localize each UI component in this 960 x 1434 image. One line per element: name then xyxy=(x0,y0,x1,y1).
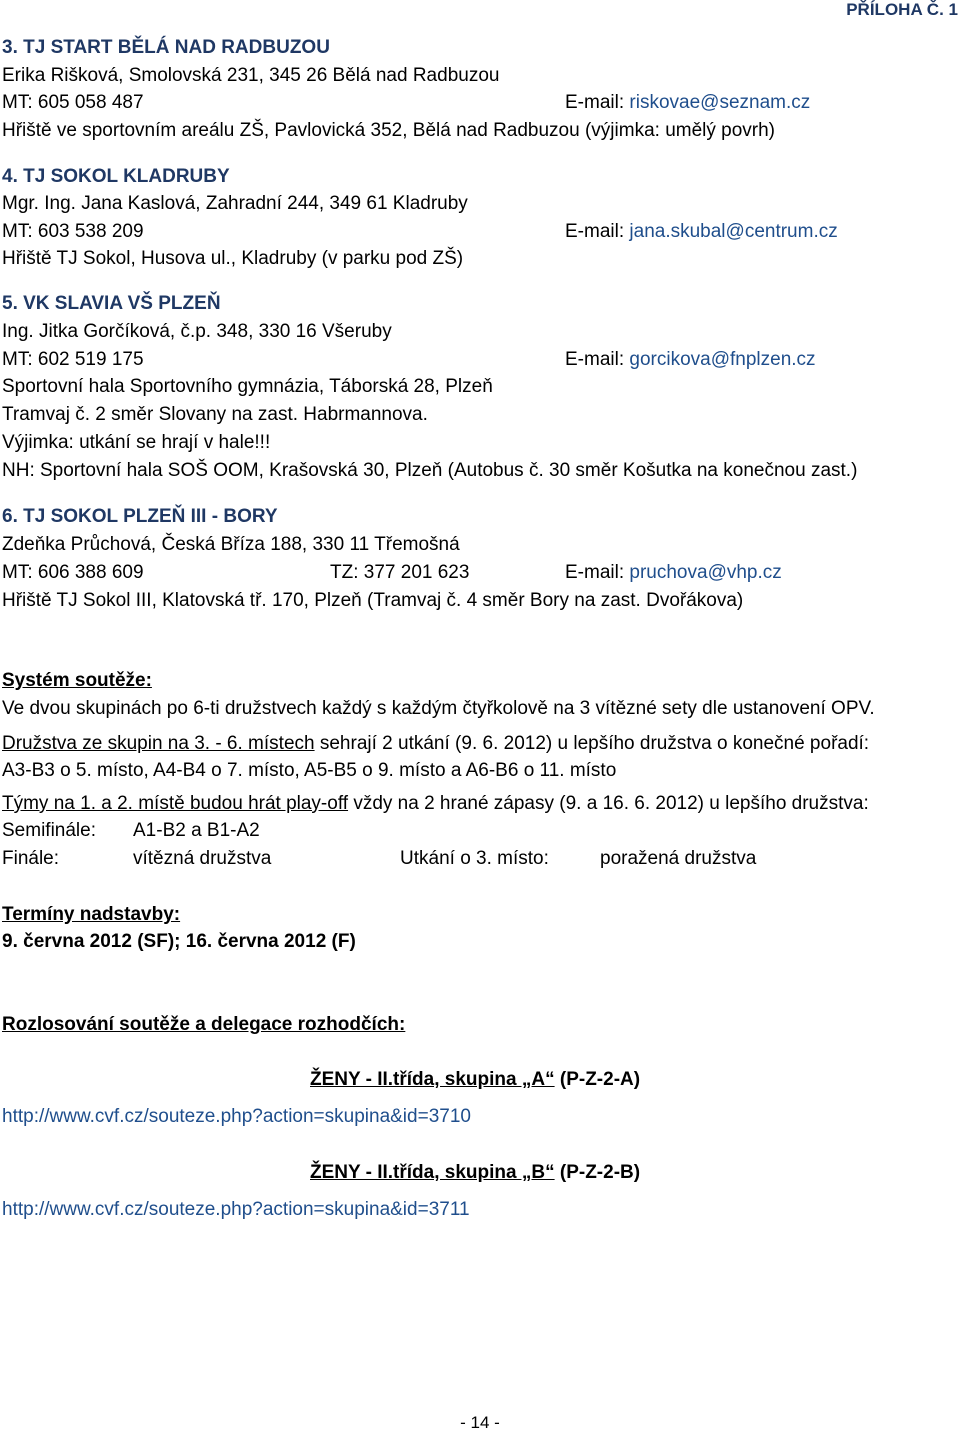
group-title xyxy=(310,1068,640,1092)
team-venue: Hřiště TJ Sokol, Husova ul., Kladruby (v parku pod ZŠ) xyxy=(2,248,464,269)
page-number: - 14 - xyxy=(460,1413,500,1432)
group-title xyxy=(310,1161,640,1185)
team-title: 3. TJ START BĚLÁ NAD RADBUZOU xyxy=(2,37,330,58)
team-email-row xyxy=(565,561,782,585)
email-link[interactable]: riskovae@seznam.cz xyxy=(629,92,811,113)
system-text: sehrají 2 utkání (9. 6. 2012) u lepšího družstva o konečné pořadí: xyxy=(314,733,870,754)
team-venue: Hřiště TJ Sokol III, Klatovská tř. 170, Plzeň (Tramvaj č. 4 směr Bory na zast. Dvořákova) xyxy=(2,590,744,611)
email-label: E-mail: xyxy=(565,562,625,583)
team-phone: MT: 603 538 209 xyxy=(2,221,144,242)
system-heading: Systém soutěže: xyxy=(2,670,152,691)
system-line: A3-B3 o 5. místo, A4-B4 o 7. místo, A5-B5 o 9. místo a A6-B6 o 11. místo xyxy=(2,760,617,781)
group-code: (P-Z-2-A) xyxy=(554,1069,641,1090)
team-email-row xyxy=(565,91,810,115)
team-venue: Sportovní hala Sportovního gymnázia, Táborská 28, Plzeň xyxy=(2,376,493,397)
team-email-row xyxy=(565,220,838,244)
team-contact: Ing. Jitka Gorčíková, č.p. 348, 330 16 Všeruby xyxy=(2,321,392,342)
email-label: E-mail: xyxy=(565,349,625,370)
email-link[interactable]: gorcikova@fnplzen.cz xyxy=(629,349,816,370)
annex-label: PŘÍLOHA Č. 1 xyxy=(846,0,958,19)
team-contact: Mgr. Ing. Jana Kaslová, Zahradní 244, 349 61 Kladruby xyxy=(2,193,468,214)
final-label: Finále: xyxy=(2,848,60,869)
system-underlined-text: Týmy na 1. a 2. místě budou hrát play-off xyxy=(2,793,349,814)
final-value: vítězná družstva xyxy=(133,848,272,869)
team-contact: Zdeňka Průchová, Česká Bříza 188, 330 11 Třemošná xyxy=(2,534,460,555)
team-phone: MT: 605 058 487 xyxy=(2,92,144,113)
email-label: E-mail: xyxy=(565,92,625,113)
dates-heading: Termíny nadstavby: xyxy=(2,904,181,925)
semifinal-label: Semifinále: xyxy=(2,820,96,841)
group-title-text: ŽENY - II.třída, skupina „B“ xyxy=(310,1162,555,1183)
team-venue: Hřiště ve sportovním areálu ZŠ, Pavlovická 352, Bělá nad Radbuzou (výjimka: umělý povrh) xyxy=(2,120,776,141)
third-place-label: Utkání o 3. místo: xyxy=(400,848,549,869)
team-phone: MT: 602 519 175 xyxy=(2,349,144,370)
team-alternate-venue: NH: Sportovní hala SOŠ OOM, Krašovská 30, Plzeň (Autobus č. 30 směr Košutka na konečnou zast.) xyxy=(2,460,858,481)
team-title: 6. TJ SOKOL PLZEŇ III - BORY xyxy=(2,506,278,527)
team-title: 5. VK SLAVIA VŠ PLZEŇ xyxy=(2,293,221,314)
email-link[interactable]: jana.skubal@centrum.cz xyxy=(629,221,838,242)
group-code: (P-Z-2-B) xyxy=(554,1162,641,1183)
email-label: E-mail: xyxy=(565,221,625,242)
group-title-text: ŽENY - II.třída, skupina „A“ xyxy=(310,1069,555,1090)
team-email-row xyxy=(565,348,816,372)
system-line: Ve dvou skupinách po 6-ti družstvech každý s každým čtyřkolově na 3 vítězné sety dle ustanovení OPV. xyxy=(2,698,875,719)
system-line xyxy=(2,792,869,816)
team-phone: MT: 606 388 609 xyxy=(2,562,144,583)
email-link[interactable]: pruchova@vhp.cz xyxy=(629,562,782,583)
draw-heading: Rozlosování soutěže a delegace rozhodčích: xyxy=(2,1014,406,1035)
team-title: 4. TJ SOKOL KLADRUBY xyxy=(2,166,230,187)
team-transport: Tramvaj č. 2 směr Slovany na zast. Habrmannova. xyxy=(2,404,428,425)
system-line xyxy=(2,732,869,756)
semifinal-value: A1-B2 a B1-A2 xyxy=(133,820,260,841)
team-exception: Výjimka: utkání se hrají v hale!!! xyxy=(2,432,271,453)
group-link[interactable]: http://www.cvf.cz/souteze.php?action=skupina&id=3710 xyxy=(2,1106,471,1127)
dates-value: 9. června 2012 (SF); 16. června 2012 (F) xyxy=(2,931,356,952)
team-tz: TZ: 377 201 623 xyxy=(330,562,470,583)
group-link[interactable]: http://www.cvf.cz/souteze.php?action=skupina&id=3711 xyxy=(2,1199,470,1220)
third-place-value: poražená družstva xyxy=(600,848,757,869)
system-text: vždy na 2 hrané zápasy (9. a 16. 6. 2012) u lepšího družstva: xyxy=(348,793,869,814)
system-underlined-text: Družstva ze skupin na 3. - 6. místech xyxy=(2,733,315,754)
team-contact: Erika Rišková, Smolovská 231, 345 26 Bělá nad Radbuzou xyxy=(2,65,500,86)
